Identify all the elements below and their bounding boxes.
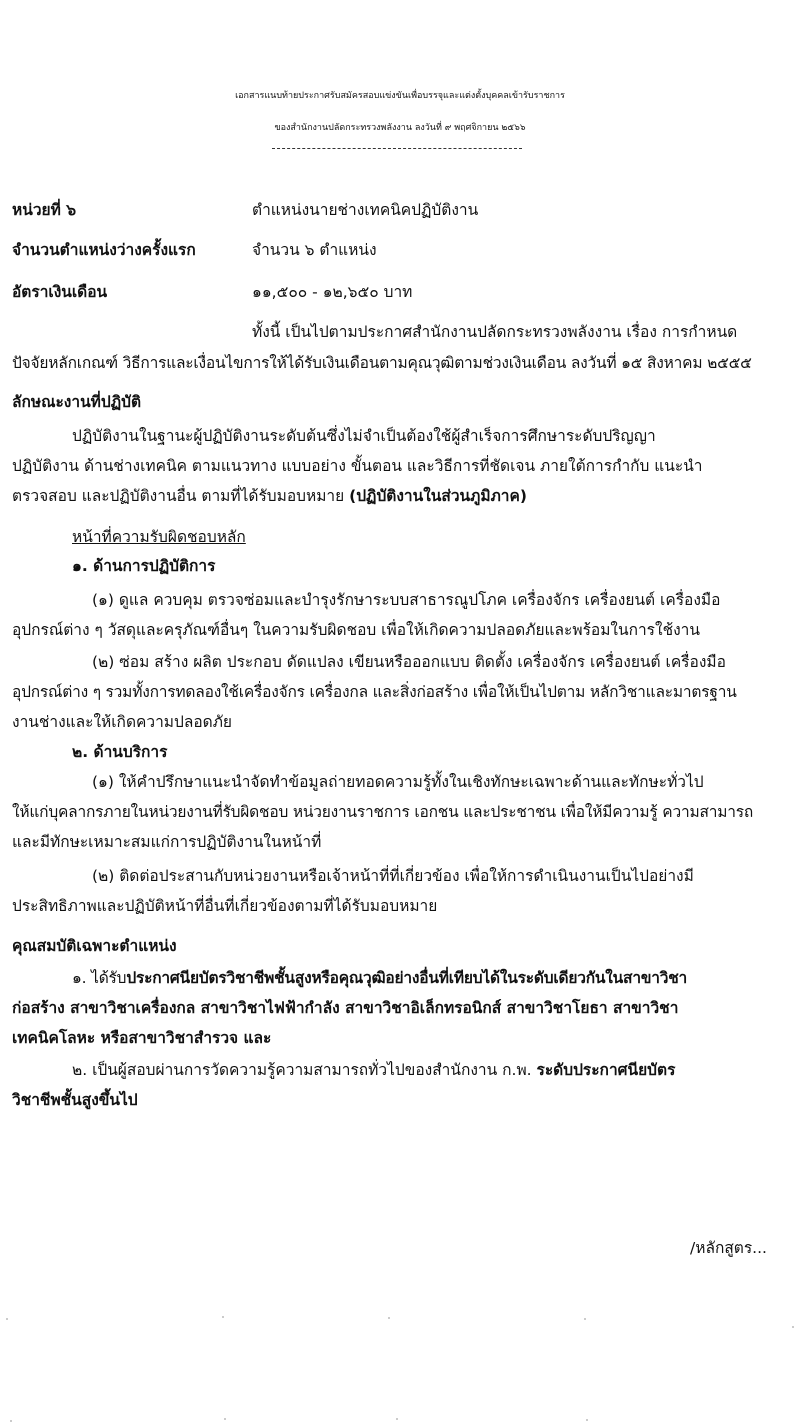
salary-label: อัตราเงินเดือน — [12, 283, 108, 301]
regional-note: (ปฏิบัติงานในส่วนภูมิภาค) — [349, 487, 527, 505]
qualification-2-line-1 — [72, 1060, 675, 1080]
header-line-1: เอกสารแนบท้ายประกาศรับสมัครสอบแข่งขันเพื่อบรรจุและแต่งตั้งบุคคลเข้ารับราชการ — [235, 91, 565, 101]
unit-label: หน่วยที่ ๖ — [12, 201, 77, 219]
scan-speck — [224, 1418, 226, 1420]
qualification-2-line-2: วิชาชีพชั้นสูงขึ้นไป — [12, 1091, 138, 1109]
duties-section-2-heading: ๒. ด้านบริการ — [72, 743, 168, 761]
duties-heading: หน้าที่ความรับผิดชอบหลัก — [72, 528, 246, 546]
duties-section-1-heading: ๑. ด้านการปฏิบัติการ — [72, 557, 216, 575]
duties-s2-item-1-line-3: และมีทักษะเหมาะสมแก่การปฏิบัติงานในหน้าที่ — [12, 833, 322, 851]
continued-marker: /หลักสูตร... — [690, 1239, 767, 1257]
scan-speck — [388, 1317, 390, 1319]
qualification-2-level: ระดับประกาศนียบัตร — [536, 1061, 676, 1079]
header-divider — [272, 148, 522, 149]
scan-speck — [586, 1419, 588, 1421]
duties-s2-item-2-line-1: (๒) ติดต่อประสานกับหน่วยงานหรือเจ้าหน้าที่ที่เกี่ยวข้อง เพื่อให้การดำเนินงานเป็นไปอย่างมี — [92, 867, 694, 885]
duties-s1-item-1-line-2: อุปกรณ์ต่าง ๆ วัสดุและครุภัณฑ์อื่นๆ ในความรับผิดชอบ เพื่อให้เกิดความปลอดภัยและพร้อมในการใช้งาน — [12, 621, 700, 639]
scan-speck — [396, 1418, 398, 1420]
scan-speck — [792, 1326, 794, 1328]
qualification-1-line-1 — [72, 968, 687, 988]
duties-s1-item-2-line-3: งานช่างและให้เกิดความปลอดภัย — [12, 713, 233, 731]
header-line-2: ของสำนักงานปลัดกระทรวงพลังงาน ลงวันที่ ๙ พฤศจิกายน ๒๕๖๖ — [274, 123, 526, 133]
vacancy-label: จำนวนตำแหน่งว่างครั้งแรก — [12, 241, 196, 259]
job-nature-line-2: ปฏิบัติงาน ด้านช่างเทคนิค ตามแนวทาง แบบอย่าง ขั้นตอน และวิธีการที่ชัดเจน ภายใต้การกำกับ แนะนำ — [12, 457, 703, 475]
duties-s2-item-1-line-1: (๑) ให้คำปรึกษาแนะนำจัดทำข้อมูลถ่ายทอดความรู้ทั้งในเชิงทักษะเฉพาะด้านและทักษะทั่วไป — [92, 773, 704, 791]
duties-s2-item-2-line-2: ประสิทธิภาพและปฏิบัติหน้าที่อื่นที่เกี่ยวข้องตามที่ได้รับมอบหมาย — [12, 897, 438, 915]
salary-value: ๑๑,๕๐๐ - ๑๒,๖๕๐ บาท — [252, 283, 413, 301]
qualification-1-line-3: เทคนิคโลหะ หรือสาขาวิชาสำรวจ และ — [12, 1029, 272, 1047]
scan-speck — [10, 1420, 12, 1422]
scan-speck — [6, 1318, 8, 1320]
qualification-1-prefix: ๑. ได้รับ — [72, 969, 127, 987]
job-nature-line-1: ปฏิบัติงานในฐานะผู้ปฏิบัติงานระดับต้นซึ่งไม่จำเป็นต้องใช้ผู้สำเร็จการศึกษาระดับปริญญา — [72, 427, 656, 445]
note-line-1: ทั้งนี้ เป็นไปตามประกาศสำนักงานปลัดกระทรวงพลังงาน เรื่อง การกำหนด — [252, 323, 738, 341]
duties-s2-item-1-line-2: ให้แก่บุคลากรภายในหน่วยงานที่รับผิดชอบ หน่วยงานราชการ เอกชน และประชาชน เพื่อให้มีความรู้ ความสามารถ — [12, 803, 754, 821]
qualifications-heading: คุณสมบัติเฉพาะตำแหน่ง — [12, 937, 177, 955]
scan-speck — [222, 1316, 224, 1318]
job-nature-line-3 — [12, 486, 527, 506]
duties-s1-item-1-line-1: (๑) ดูแล ควบคุม ตรวจซ่อมและบำรุงรักษาระบบสาธารณูปโภค เครื่องจักร เครื่องยนต์ เครื่องมือ — [92, 591, 721, 609]
scan-speck — [584, 1318, 586, 1320]
job-nature-line-3-text: ตรวจสอบ และปฏิบัติงานอื่น ตามที่ได้รับมอบหมาย — [12, 487, 350, 505]
qualification-2-prefix: ๒. เป็นผู้สอบผ่านการวัดความรู้ความสามารถทั่วไปของสำนักงาน ก.พ. — [72, 1061, 537, 1079]
duties-s1-item-2-line-2: อุปกรณ์ต่าง ๆ รวมทั้งการทดลองใช้เครื่องจักร เครื่องกล และสิ่งก่อสร้าง เพื่อให้เป็นไปตาม หลักวิชาและมาตรฐาน — [12, 683, 737, 701]
qualification-1-degree: ประกาศนียบัตรวิชาชีพชั้นสูงหรือคุณวุฒิอย่างอื่นที่เทียบได้ในระดับเดียวกันในสาขาวิชา — [126, 969, 688, 987]
vacancy-value: จำนวน ๖ ตำแหน่ง — [252, 241, 377, 259]
job-nature-heading: ลักษณะงานที่ปฏิบัติ — [12, 393, 142, 411]
qualification-1-line-2: ก่อสร้าง สาขาวิชาเครื่องกล สาขาวิชาไฟฟ้ากำลัง สาขาวิชาอิเล็กทรอนิกส์ สาขาวิชาโยธา สาขาวิชา — [12, 999, 679, 1017]
duties-s1-item-2-line-1: (๒) ซ่อม สร้าง ผลิต ประกอบ ดัดแปลง เขียนหรือออกแบบ ติดตั้ง เครื่องจักร เครื่องยนต์ เครื่องมือ — [92, 653, 726, 671]
note-line-2: ปัจจัยหลักเกณฑ์ วิธีการและเงื่อนไขการให้ได้รับเงินเดือนตามคุณวุฒิตามช่วงเงินเดือน ลงวันที่ ๑๕ สิงหาคม ๒๕๕๕ — [12, 354, 752, 372]
unit-value: ตำแหน่งนายช่างเทคนิคปฏิบัติงาน — [252, 201, 479, 219]
